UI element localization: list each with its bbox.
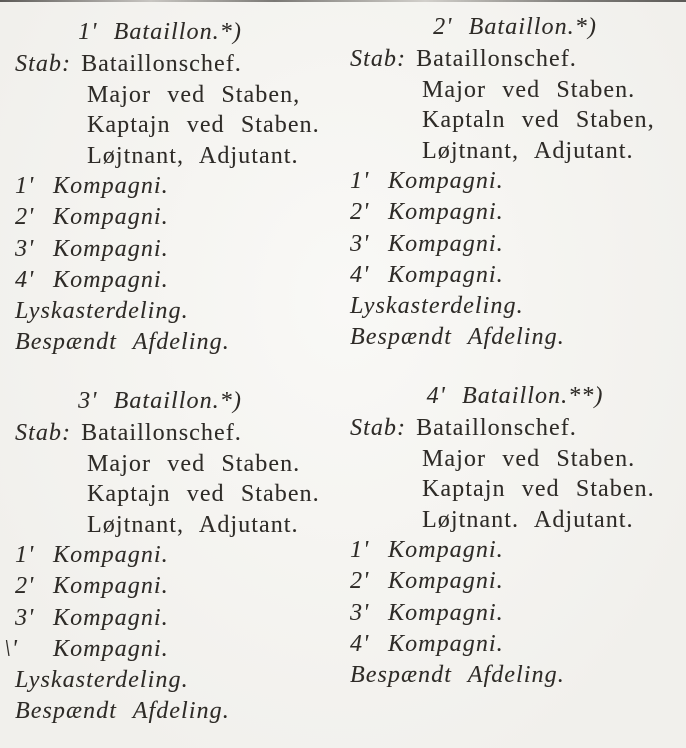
staff-line: Bataillonschef. <box>81 51 242 77</box>
battalion-title: 2' Bataillon.*) <box>433 14 597 40</box>
company-number: 1' <box>350 537 370 563</box>
extra-unit-line: Bespændt Afdeling. <box>350 662 565 689</box>
company-row <box>350 566 680 597</box>
company-name: Kompagni. <box>53 204 169 231</box>
company-row <box>350 535 680 566</box>
company-name: Kompagni. <box>388 568 504 595</box>
company-number: 3' <box>350 230 370 257</box>
company-row <box>350 166 680 197</box>
company-number: 3' <box>15 235 35 262</box>
company-row <box>15 540 345 571</box>
company-row <box>15 571 345 602</box>
staff-line: Kaptajn ved Staben. <box>87 112 320 138</box>
company-name: Kompagni. <box>53 266 169 293</box>
company-name: Kompagni. <box>53 235 169 262</box>
company-name: Kompagni. <box>388 230 504 257</box>
company-name: Kompagni. <box>53 604 169 631</box>
staff-line: Kaptajn ved Staben. <box>422 476 655 502</box>
company-name: Kompagni. <box>53 635 169 662</box>
staff-line: Bataillonschef. <box>416 415 577 441</box>
staff-line: Major ved Staben. <box>422 76 636 103</box>
stab-row <box>350 44 680 75</box>
extra-unit-line: Lyskasterdeling. <box>15 667 189 694</box>
company-number: 2' <box>350 568 370 595</box>
staff-line: Bataillonschef. <box>81 420 242 446</box>
company-name: Kompagni. <box>53 542 169 568</box>
company-row <box>15 265 345 296</box>
company-number: 2' <box>350 199 370 226</box>
company-number: 4' <box>15 266 35 293</box>
staff-line: Løjtnant. Adjutant. <box>422 506 634 533</box>
staff-line: Major ved Staben, <box>87 81 301 108</box>
company-name: Kompagni. <box>388 537 504 563</box>
company-row <box>350 197 680 228</box>
extra-unit-line: Bespændt Afdeling. <box>15 698 230 725</box>
stab-label: Stab: <box>350 46 407 72</box>
battalion-title: 3' Bataillon.*) <box>78 388 242 414</box>
battalion-section-3 <box>4 384 345 728</box>
battalion-section-4 <box>350 379 680 691</box>
company-row <box>350 260 680 291</box>
stab-row <box>15 49 345 80</box>
company-name: Kompagni. <box>53 573 169 600</box>
company-row <box>4 634 345 665</box>
stab-row <box>350 413 680 444</box>
company-name: Kompagni. <box>53 173 169 199</box>
company-name: Kompagni. <box>388 199 504 226</box>
company-name: Kompagni. <box>388 630 504 657</box>
battalion-title: 1' Bataillon.*) <box>78 19 242 45</box>
company-row <box>15 202 345 233</box>
staff-line: Løjtnant, Adjutant. <box>87 511 299 538</box>
staff-line: Løjtnant, Adjutant. <box>87 142 299 169</box>
stab-label: Stab: <box>15 420 72 446</box>
company-number-damaged: \' <box>4 635 18 662</box>
extra-unit-line: Bespændt Afdeling. <box>350 324 565 351</box>
company-row <box>15 171 345 202</box>
scan-edge-artifact <box>0 0 686 2</box>
company-number: 3' <box>15 604 35 631</box>
company-number: 1' <box>350 168 370 194</box>
staff-line: Major ved Staben. <box>422 445 636 472</box>
stab-label: Stab: <box>350 415 407 441</box>
company-name: Kompagni. <box>388 261 504 288</box>
company-number: 4' <box>350 261 370 288</box>
staff-line: Major ved Staben. <box>87 450 301 477</box>
company-row <box>350 598 680 629</box>
company-number: 4' <box>350 630 370 657</box>
company-row <box>15 234 345 265</box>
stab-label: Stab: <box>15 51 72 77</box>
company-row <box>15 603 345 634</box>
company-name: Kompagni. <box>388 168 504 194</box>
company-name: Kompagni. <box>388 599 504 626</box>
staff-line: Kaptajn ved Staben. <box>87 481 320 507</box>
company-number: 2' <box>15 204 35 231</box>
extra-unit-line: Lyskasterdeling. <box>15 298 189 325</box>
stab-row <box>15 418 345 449</box>
company-number: 2' <box>15 573 35 600</box>
battalion-section-2 <box>350 10 680 354</box>
company-number: 3' <box>350 599 370 626</box>
staff-line: Kaptaln ved Staben, <box>422 107 655 133</box>
battalion-section-1 <box>15 15 345 359</box>
company-number: 1' <box>15 173 35 199</box>
battalion-title: 4' Bataillon.**) <box>426 383 604 409</box>
extra-unit-line: Bespændt Afdeling. <box>15 329 230 356</box>
staff-line: Bataillonschef. <box>416 46 577 72</box>
company-number: 1' <box>15 542 35 568</box>
company-row <box>350 629 680 660</box>
staff-line: Løjtnant, Adjutant. <box>422 137 634 164</box>
extra-unit-line: Lyskasterdeling. <box>350 293 524 320</box>
company-row <box>350 229 680 260</box>
